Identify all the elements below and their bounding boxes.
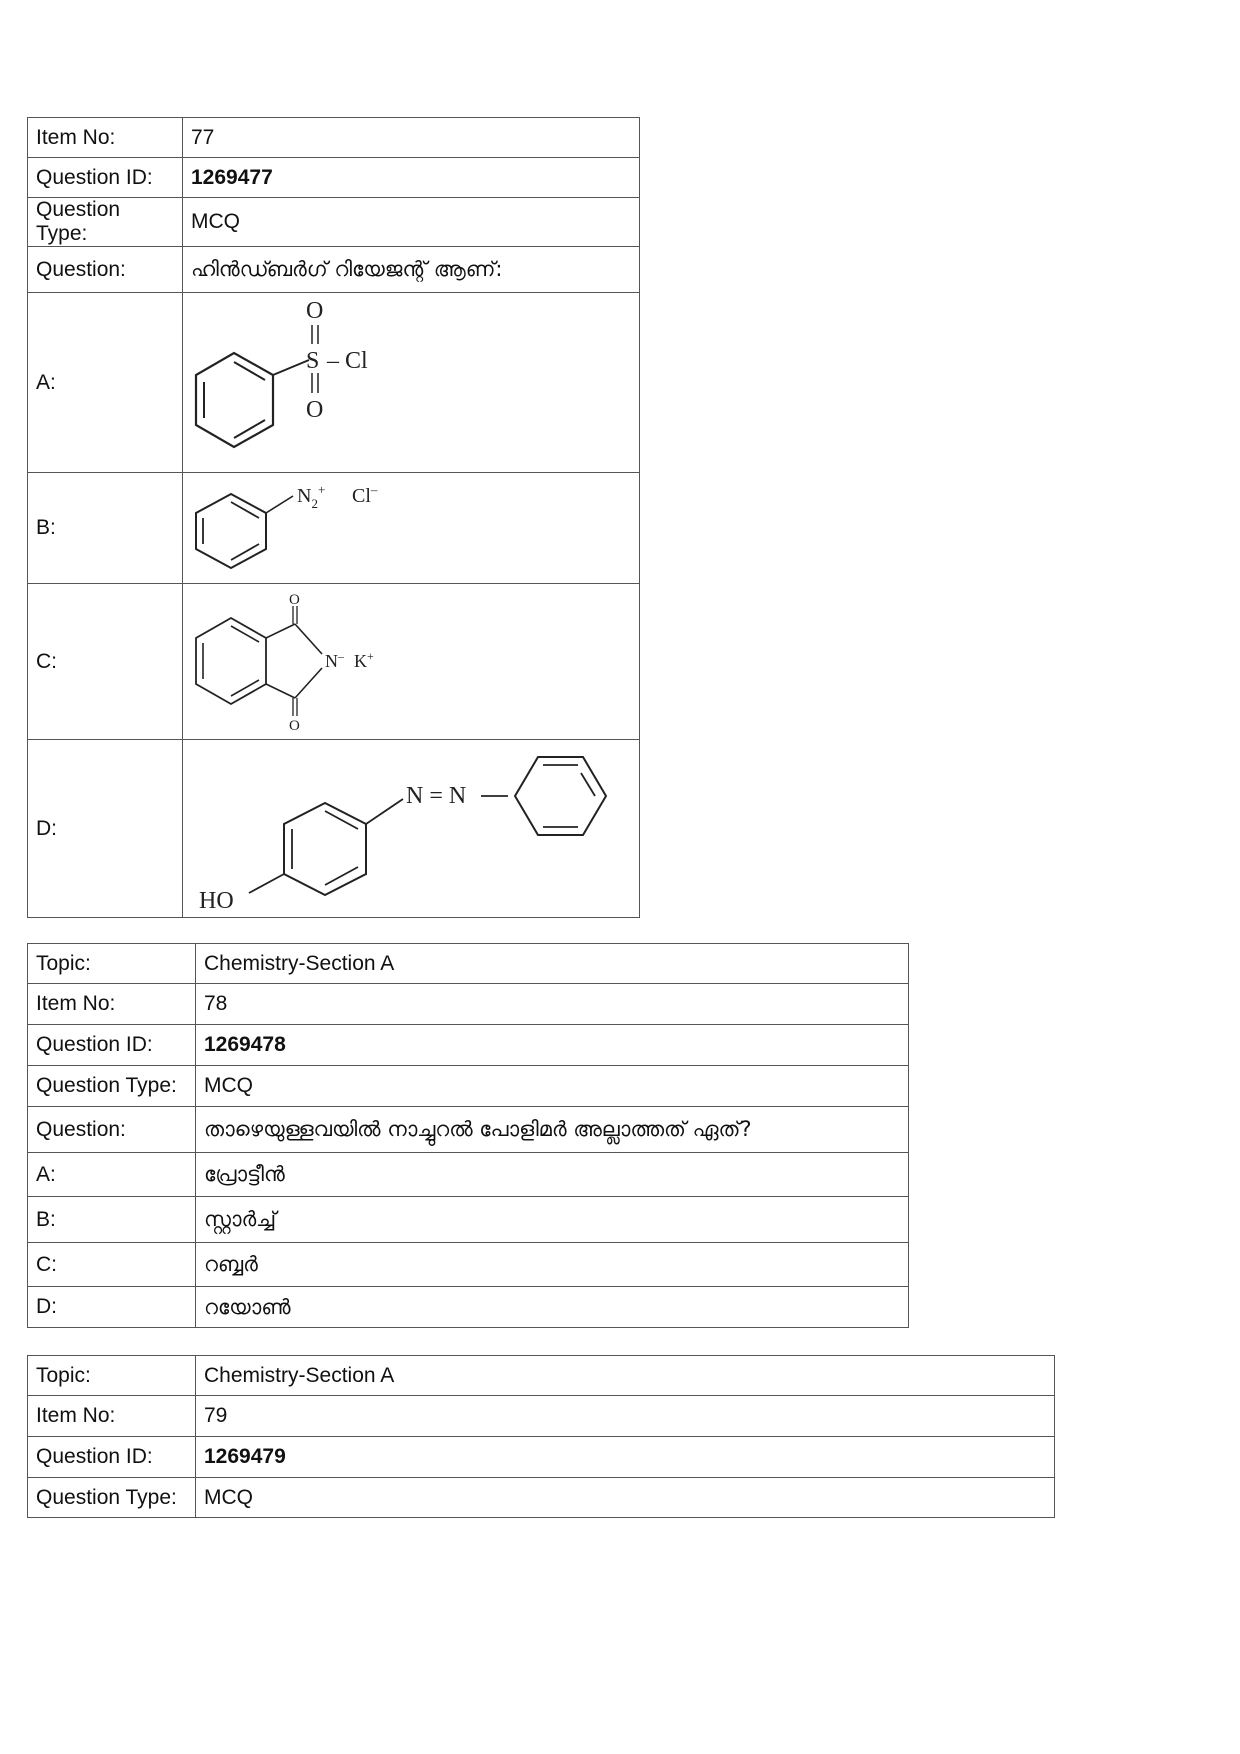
item-no-label: Item No: <box>28 1396 196 1437</box>
option-d-label: D: <box>28 1287 196 1328</box>
option-c-label: C: <box>28 1243 196 1287</box>
imide-nitrogen-symbol: N <box>325 650 338 671</box>
topic-value: Chemistry-Section A <box>196 944 909 984</box>
question-id-label: Question ID: <box>28 1025 196 1066</box>
oxygen-bottom-label: O <box>289 717 300 734</box>
option-c-row <box>28 584 640 740</box>
question-label: Question: <box>28 1107 196 1153</box>
option-a-text: പ്രോട്ടീൻ <box>196 1153 909 1197</box>
option-b-label: B: <box>28 473 183 584</box>
question-id-label: Question ID: <box>28 158 183 198</box>
option-b-row <box>28 1197 909 1243</box>
item-no-value: 77 <box>183 118 640 158</box>
option-b-row <box>28 473 640 584</box>
diazonium-label <box>297 482 325 511</box>
potassium-charge: + <box>367 648 374 663</box>
item-no-row <box>28 984 909 1025</box>
option-a-label: A: <box>28 293 183 473</box>
imide-nitrogen-charge: – <box>338 648 344 663</box>
chlorine-label: – Cl <box>327 347 368 374</box>
question-table-79 <box>27 1355 1055 1518</box>
question-type-value: MCQ <box>196 1066 909 1107</box>
question-id-row <box>28 158 640 198</box>
topic-row <box>28 944 909 984</box>
potassium-phthalimide-structure <box>191 588 411 736</box>
item-no-row <box>28 118 640 158</box>
nitrogen-subscript: 2 <box>311 496 318 511</box>
sulfur-label: S <box>306 347 320 374</box>
chloride-symbol: Cl <box>352 485 371 507</box>
chloride-label <box>352 482 378 507</box>
question-text: ഹിൻഡ്ബർഗ് റിയേജന്റ് ആണ്: <box>183 247 640 293</box>
option-c-content <box>183 584 640 740</box>
question-table-77 <box>27 117 640 918</box>
question-table-78 <box>27 943 909 1328</box>
question-label: Question: <box>28 247 183 293</box>
question-id-value: 1269478 <box>196 1025 909 1066</box>
question-id-row <box>28 1437 1055 1478</box>
question-type-value: MCQ <box>196 1478 1055 1518</box>
question-type-label: Question Type: <box>28 198 183 247</box>
potassium-symbol: K <box>354 650 367 671</box>
question-id-row <box>28 1025 909 1066</box>
option-a-content <box>183 293 640 473</box>
option-c-text: റബ്ബർ <box>196 1243 909 1287</box>
question-text: താഴെയുള്ളവയിൽ നാച്ചുറൽ പോളിമർ അല്ലാത്തത് ഏത്? <box>196 1107 909 1153</box>
item-no-value: 79 <box>196 1396 1055 1437</box>
question-type-label: Question Type: <box>28 1478 196 1518</box>
topic-label: Topic: <box>28 944 196 984</box>
option-b-text: സ്റ്റാർച്ച് <box>196 1197 909 1243</box>
option-c-row <box>28 1243 909 1287</box>
option-d-label: D: <box>28 740 183 918</box>
question-id-value: 1269477 <box>183 158 640 198</box>
azo-label: N = N <box>406 782 467 809</box>
question-type-label: Question Type: <box>28 1066 196 1107</box>
question-row <box>28 1107 909 1153</box>
item-no-row <box>28 1396 1055 1437</box>
chloride-charge: – <box>370 482 378 497</box>
question-id-value: 1269479 <box>196 1437 1055 1478</box>
potassium-label <box>354 649 374 671</box>
topic-row <box>28 1356 1055 1396</box>
option-c-label: C: <box>28 584 183 740</box>
option-b-content <box>183 473 640 584</box>
option-b-label: B: <box>28 1197 196 1243</box>
imide-nitrogen-label <box>325 649 345 671</box>
question-type-value: MCQ <box>183 198 640 247</box>
question-type-row <box>28 198 640 247</box>
question-type-row <box>28 1066 909 1107</box>
oxygen-top-label: O <box>306 297 324 324</box>
item-no-value: 78 <box>196 984 909 1025</box>
option-d-row <box>28 1287 909 1328</box>
option-a-label: A: <box>28 1153 196 1197</box>
oxygen-bottom-label: O <box>306 396 324 423</box>
question-type-row <box>28 1478 1055 1518</box>
option-a-row <box>28 293 640 473</box>
item-no-label: Item No: <box>28 984 196 1025</box>
option-d-content <box>183 740 640 918</box>
para-hydroxyazobenzene-structure <box>191 743 631 915</box>
option-d-text: റയോൺ <box>196 1287 909 1328</box>
nitrogen-charge: + <box>317 482 326 497</box>
option-d-row <box>28 740 640 918</box>
oxygen-top-label: O <box>289 591 300 608</box>
question-row <box>28 247 640 293</box>
topic-value: Chemistry-Section A <box>196 1356 1055 1396</box>
option-a-row <box>28 1153 909 1197</box>
topic-label: Topic: <box>28 1356 196 1396</box>
hydroxyl-label: HO <box>199 887 234 914</box>
benzenediazonium-chloride-structure <box>191 478 411 578</box>
question-id-label: Question ID: <box>28 1437 196 1478</box>
item-no-label: Item No: <box>28 118 183 158</box>
nitrogen-symbol: N <box>297 485 312 507</box>
benzenesulfonyl-chloride-structure <box>191 297 411 469</box>
